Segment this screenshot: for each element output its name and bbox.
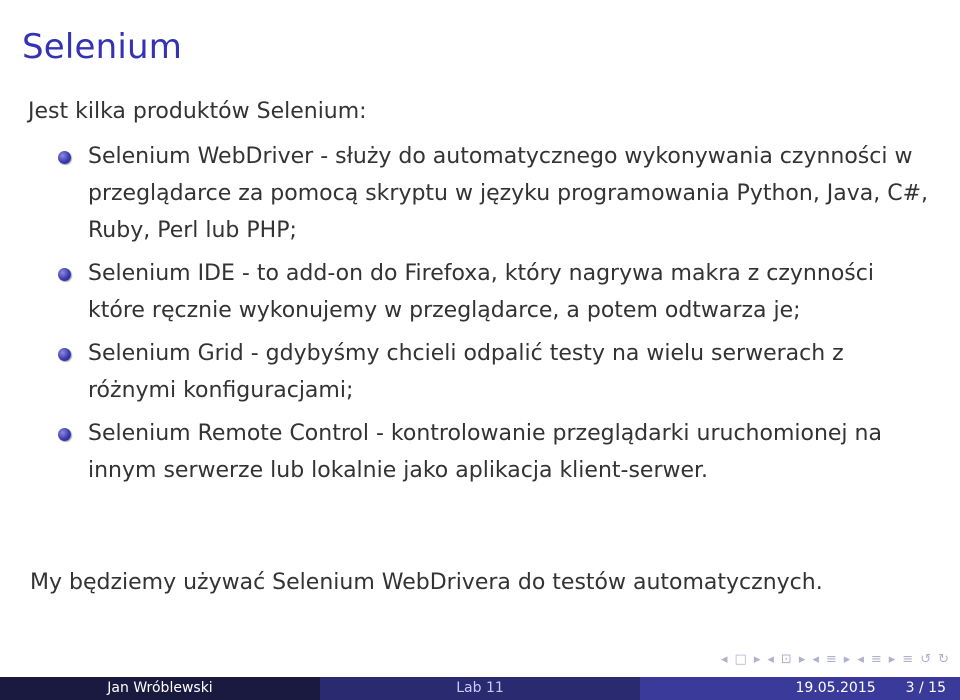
nav-prev-frame-icon[interactable]: ◂ <box>721 652 729 667</box>
footer-date: 19.05.2015 <box>795 680 876 696</box>
bullet-item-remote-control <box>0 415 960 489</box>
slide-footer <box>0 677 960 700</box>
nav-prev-subsection-icon[interactable]: ◂ <box>767 652 775 667</box>
nav-prev-section-icon[interactable]: ◂ <box>812 652 820 667</box>
bullet-text: Selenium Remote Control - kontrolowanie przeglądarki uruchomionej na innym serwerze lub lokalnie jako aplikacja klient-serwer. <box>88 421 882 483</box>
bullet-icon <box>58 348 71 361</box>
nav-document-icon[interactable]: ≡ <box>870 652 883 667</box>
conclusion-text: My będziemy używać Selenium WebDrivera do testów automatycznych. <box>30 570 823 595</box>
slide-title: Selenium <box>22 26 183 67</box>
bullet-icon <box>58 268 71 281</box>
nav-subsection-icon[interactable]: ⊡ <box>780 652 793 667</box>
nav-next-subsection-icon[interactable]: ▸ <box>798 652 807 667</box>
intro-text: Jest kilka produktów Selenium: <box>28 99 367 124</box>
bullet-item-ide <box>0 255 960 329</box>
footer-author: Jan Wróblewski <box>0 677 320 700</box>
nav-section-icon[interactable]: ≡ <box>825 652 838 667</box>
nav-prev-document-icon[interactable]: ◂ <box>857 652 865 667</box>
nav-next-section-icon[interactable]: ▸ <box>843 652 852 667</box>
bullet-item-grid <box>0 335 960 409</box>
nav-back-icon[interactable]: ↺ <box>920 652 933 667</box>
bullet-text: Selenium WebDriver - służy do automatycznego wykonywania czynności w przeglądarce za pomocą skryptu w języku programowania Python, Java, C#, Ruby, Perl lub PHP; <box>88 144 929 243</box>
nav-appendix-icon[interactable]: ≡ <box>902 652 915 667</box>
bullet-icon <box>58 428 71 441</box>
footer-page-number: 3 / 15 <box>905 680 946 696</box>
footer-title: Lab 11 <box>320 677 640 700</box>
nav-next-frame-icon[interactable]: ▸ <box>753 652 762 667</box>
bullet-list <box>0 138 960 495</box>
bullet-text: Selenium IDE - to add-on do Firefoxa, który nagrywa makra z czynności które ręcznie wykonujemy w przeglądarce, a potem odtwarza je; <box>88 261 874 323</box>
beamer-navigation <box>721 652 950 667</box>
footer-info <box>640 677 960 700</box>
bullet-icon <box>58 151 71 164</box>
nav-forward-icon[interactable]: ↻ <box>938 652 950 667</box>
bullet-text: Selenium Grid - gdybyśmy chcieli odpalić testy na wielu serwerach z różnymi konfiguracjami; <box>88 341 844 403</box>
nav-next-document-icon[interactable]: ▸ <box>888 652 897 667</box>
bullet-item-webdriver <box>0 138 960 249</box>
nav-frame-icon[interactable]: □ <box>734 652 748 667</box>
